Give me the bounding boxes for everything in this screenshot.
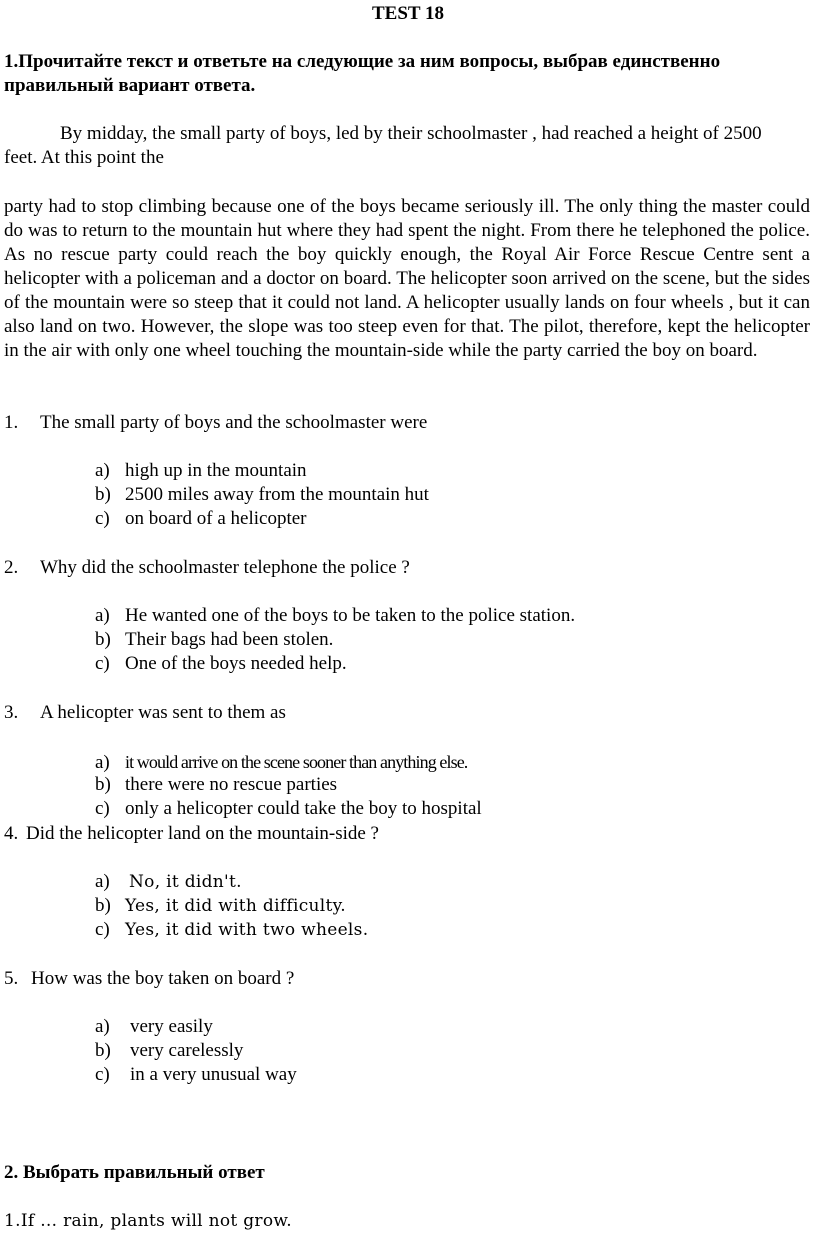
option-letter: a) bbox=[95, 752, 110, 773]
option-text: on board of a helicopter bbox=[125, 508, 307, 529]
question-4-option-b bbox=[95, 894, 346, 918]
instruction-line-1: 1.Прочитайте текст и ответьте на следующие за ним вопросы, выбрав единственно bbox=[4, 51, 721, 72]
option-text: He wanted one of the boys to be taken to the police station. bbox=[125, 605, 576, 626]
option-letter: b) bbox=[95, 895, 111, 916]
question-number: 4. bbox=[4, 823, 19, 844]
option-letter: c) bbox=[95, 798, 110, 819]
question-text: The small party of boys and the schoolmaster were bbox=[40, 412, 428, 433]
question-5-option-a bbox=[95, 1015, 213, 1039]
option-text: very carelessly bbox=[130, 1040, 244, 1061]
question-text: Did the helicopter land on the mountain-side ? bbox=[26, 823, 379, 844]
option-letter: c) bbox=[95, 508, 110, 529]
option-text: Their bags had been stolen. bbox=[125, 629, 334, 650]
option-letter: a) bbox=[95, 460, 110, 481]
page-title: TEST 18 bbox=[372, 3, 444, 24]
question-5-option-b bbox=[95, 1039, 243, 1063]
option-letter: b) bbox=[95, 484, 111, 505]
question-text: A helicopter was sent to them as bbox=[40, 702, 286, 723]
question-number: 2. bbox=[4, 557, 19, 578]
option-letter: c) bbox=[95, 1064, 110, 1085]
question-number: 5. bbox=[4, 968, 19, 989]
option-letter: a) bbox=[95, 871, 110, 892]
question-number: 3. bbox=[4, 702, 19, 723]
section1-instruction bbox=[4, 50, 804, 98]
option-letter: c) bbox=[95, 653, 110, 674]
option-text: Yes, it did with two wheels. bbox=[125, 920, 369, 940]
question-number: 1. bbox=[4, 412, 19, 433]
option-text: there were no rescue parties bbox=[125, 774, 338, 795]
question-5-option-c bbox=[95, 1063, 297, 1087]
question-text: How was the boy taken on board ? bbox=[31, 968, 295, 989]
option-letter: b) bbox=[95, 1040, 111, 1061]
question-3-option-b bbox=[95, 773, 337, 797]
option-text: it would arrive on the scene sooner than anything else. bbox=[125, 752, 468, 772]
option-text: No, it didn't. bbox=[129, 872, 242, 892]
option-text: One of the boys needed help. bbox=[125, 653, 347, 674]
question-3-option-a bbox=[95, 750, 467, 775]
paragraph-1-line-2: feet. At this point the bbox=[4, 147, 164, 168]
section2-heading: 2. Выбрать правильный ответ bbox=[4, 1162, 265, 1183]
instruction-line-2: правильный вариант ответа. bbox=[4, 75, 256, 96]
option-text: only a helicopter could take the boy to hospital bbox=[125, 798, 482, 819]
option-letter: a) bbox=[95, 1016, 110, 1037]
option-text: 2500 miles away from the mountain hut bbox=[125, 484, 429, 505]
reading-paragraph-2: party had to stop climbing because one of the boys became seriously ill. The only thing the master could do was to return to the mountain hut where they had spent the night. From there he telephoned the police. As no rescue party could reach the boy quickly enough, the Royal Air Force Rescue Centre sent a helicopter with a policeman and a doctor on board. The helicopter soon arrived on the scene, but the sides of the mountain were so steep that it could not land. A helicopter usually lands on four wheels , but it can also land on two. However, the slope was too steep even for that. The pilot, therefore, kept the helicopter in the air with only one wheel touching the mountain-side while the party carried the boy on board. bbox=[4, 196, 810, 361]
question-2-option-c bbox=[95, 652, 347, 676]
question-1-option-a bbox=[95, 459, 307, 483]
option-text: Yes, it did with difficulty. bbox=[125, 896, 347, 916]
question-4-option-a bbox=[95, 870, 242, 894]
option-letter: b) bbox=[95, 629, 111, 650]
question-4-option-c bbox=[95, 918, 368, 942]
option-text: in a very unusual way bbox=[130, 1064, 297, 1085]
question-2-option-a bbox=[95, 604, 575, 628]
question-1-option-c bbox=[95, 507, 306, 531]
question-1-option-b bbox=[95, 483, 429, 507]
option-letter: b) bbox=[95, 774, 111, 795]
question-text: Why did the schoolmaster telephone the police ? bbox=[40, 557, 410, 578]
option-letter: a) bbox=[95, 605, 110, 626]
option-text: high up in the mountain bbox=[125, 460, 307, 481]
option-letter: c) bbox=[95, 919, 110, 940]
question-2-option-b bbox=[95, 628, 333, 652]
paragraph-1-line-1: By midday, the small party of boys, led by their schoolmaster , had reached a height of 2500 bbox=[60, 123, 762, 144]
option-text: very easily bbox=[130, 1016, 213, 1037]
question-3-option-c bbox=[95, 797, 482, 821]
section2-sentence-1: 1.If … rain, plants will not grow. bbox=[4, 1211, 292, 1231]
reading-paragraph-1 bbox=[4, 122, 812, 170]
